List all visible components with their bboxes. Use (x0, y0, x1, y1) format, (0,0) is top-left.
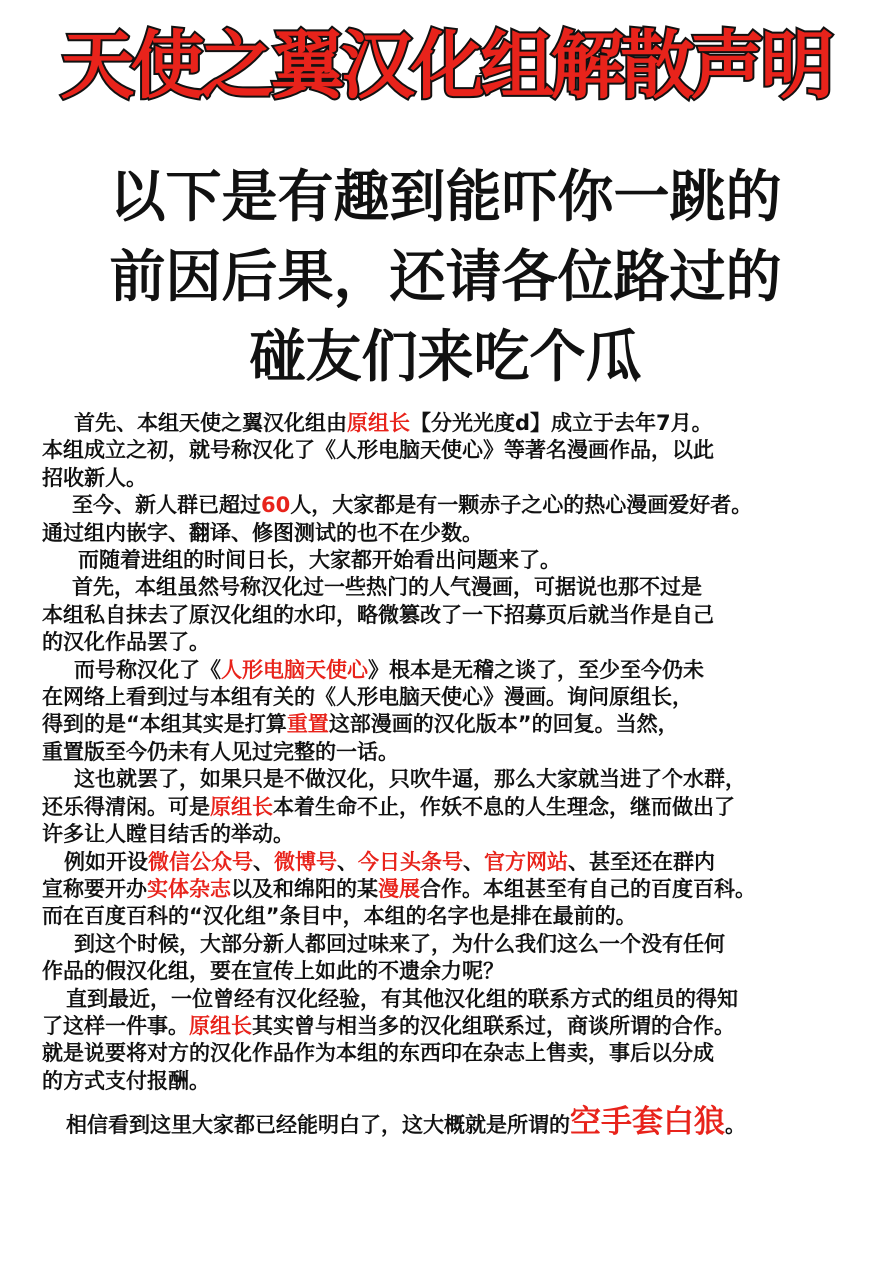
highlighted-text: 微博号 (274, 849, 337, 874)
body-text: 合作。本组甚至有自己的百度百科。 (420, 876, 756, 901)
body-text: 首先、本组天使之翼汉化组由 (74, 411, 347, 435)
highlighted-text: 今日头条号 (358, 849, 463, 874)
body-line (42, 547, 882, 574)
highlighted-text: 原组长 (189, 1013, 252, 1038)
highlighted-text: 60 (261, 493, 291, 518)
body-line (42, 739, 882, 766)
subtitle-line: 以下是有趣到能吓你一跳的 (109, 165, 782, 230)
body-text: 宣称要开办 (42, 876, 147, 901)
body-text: 》根本是无稽之谈了，至少至今仍未 (368, 657, 704, 682)
body-text: 通过组内嵌字、翻译、修图测试的也不在少数。 (42, 520, 483, 545)
body-line (42, 931, 882, 958)
subtitle (0, 158, 891, 398)
conclusion-highlight: 空手套白狼 (570, 1104, 725, 1141)
conclusion-text: 相信看到这里大家都已经能明白了，这大概就是所谓的 (66, 1113, 570, 1138)
highlighted-text: 漫展 (378, 876, 420, 901)
body-line (42, 1040, 882, 1067)
body-line (42, 657, 882, 684)
body-text: 直到最近，一位曾经有汉化经验，有其他汉化组的联系方式的组员的得知 (66, 986, 738, 1011)
body-line (42, 520, 882, 547)
body-text: 许多让人瞠目结舌的举动。 (42, 822, 294, 847)
body-line (42, 684, 882, 711)
body-line (42, 1068, 882, 1095)
highlighted-text: 原组长 (210, 794, 273, 819)
body-line (42, 903, 882, 930)
highlighted-text: 重置 (286, 712, 329, 737)
conclusion-text: 。 (725, 1113, 746, 1138)
page-title: 天使之翼汉化组解散声明 (60, 23, 831, 109)
body-text: 首先，本组虽然号称汉化过一些热门的人气漫画，可据说也那不过是 (72, 575, 702, 600)
body-text: 而号称汉化了《 (74, 657, 221, 682)
body-line (42, 986, 882, 1013)
body-text: 就是说要将对方的汉化作品作为本组的东西印在杂志上售卖，事后以分成 (42, 1041, 714, 1066)
body-text: 了这样一件事。 (42, 1013, 189, 1038)
conclusion-line (42, 1104, 882, 1141)
body-line (42, 958, 882, 985)
body-text: 、 (463, 849, 484, 874)
statement-body (42, 410, 882, 1140)
highlighted-text: 微信公众号 (148, 849, 253, 874)
body-text: 这也就罢了，如果只是不做汉化，只吹牛逼，那么大家就当进了个水群， (74, 767, 746, 792)
body-text: 在网络上看到过与本组有关的《人形电脑天使心》漫画。询问原组长， (42, 685, 693, 710)
body-line (42, 821, 882, 848)
subtitle-line: 碰友们来吃个瓜 (249, 325, 642, 390)
highlighted-text: 人形电脑天使心 (221, 657, 368, 682)
body-line (42, 410, 882, 437)
body-text: 而在百度百科的“汉化组”条目中，本组的名字也是排在最前的。 (42, 904, 637, 929)
body-text: 本组成立之初，就号称汉化了《人形电脑天使心》等著名漫画作品，以此 (42, 438, 714, 463)
body-text: 得到的是“本组其实是打算 (42, 712, 287, 737)
body-text: 以及和绵阳的某 (231, 876, 378, 901)
body-text: 本着生命不止，作妖不息的人生理念，继而做出了 (273, 794, 735, 819)
body-line (42, 876, 882, 903)
body-text: 到这个时候，大部分新人都回过味来了，为什么我们这么一个没有任何 (74, 931, 725, 956)
highlighted-text: 原组长 (347, 411, 410, 435)
body-text: 【分光光度d】成立于去年7月。 (410, 411, 713, 435)
body-line (42, 629, 882, 656)
body-text: 的汉化作品罢了。 (42, 630, 210, 655)
body-text: 的方式支付报酬。 (42, 1068, 210, 1093)
body-line (42, 574, 882, 601)
body-line (42, 602, 882, 629)
subtitle-line: 前因后果，还请各位路过的 (109, 245, 782, 310)
body-text: 而随着进组的时间日长，大家都开始看出问题来了。 (78, 548, 561, 573)
body-line (42, 465, 882, 492)
body-text: 这部漫画的汉化版本”的回复。当然， (328, 712, 679, 737)
highlighted-text: 官方网站 (484, 849, 568, 874)
body-text: 、 (253, 849, 274, 874)
body-line (42, 766, 882, 793)
body-text: 还乐得清闲。可是 (42, 794, 210, 819)
body-line (42, 1013, 882, 1040)
body-line (42, 794, 882, 821)
body-text: 、甚至还在群内 (568, 849, 715, 874)
body-text: 至今、新人群已超过 (72, 493, 261, 518)
body-text: 例如开设 (64, 849, 148, 874)
body-line (42, 849, 882, 876)
highlighted-text: 实体杂志 (147, 876, 231, 901)
body-text: 其实曾与相当多的汉化组联系过，商谈所谓的合作。 (252, 1013, 735, 1038)
body-text: 重置版至今仍未有人见过完整的一话。 (42, 739, 399, 764)
body-line (42, 492, 882, 519)
body-text: 招收新人。 (42, 465, 147, 490)
body-text: 本组私自抹去了原汉化组的水印，略微篡改了一下招募页后就当作是自己 (42, 602, 714, 627)
body-line (42, 711, 882, 738)
body-line (42, 437, 882, 464)
body-text: 作品的假汉化组，要在宣传上如此的不遗余力呢？ (42, 959, 504, 984)
body-text: 、 (337, 849, 358, 874)
body-text: 人，大家都是有一颗赤子之心的热心漫画爱好者。 (290, 493, 753, 518)
